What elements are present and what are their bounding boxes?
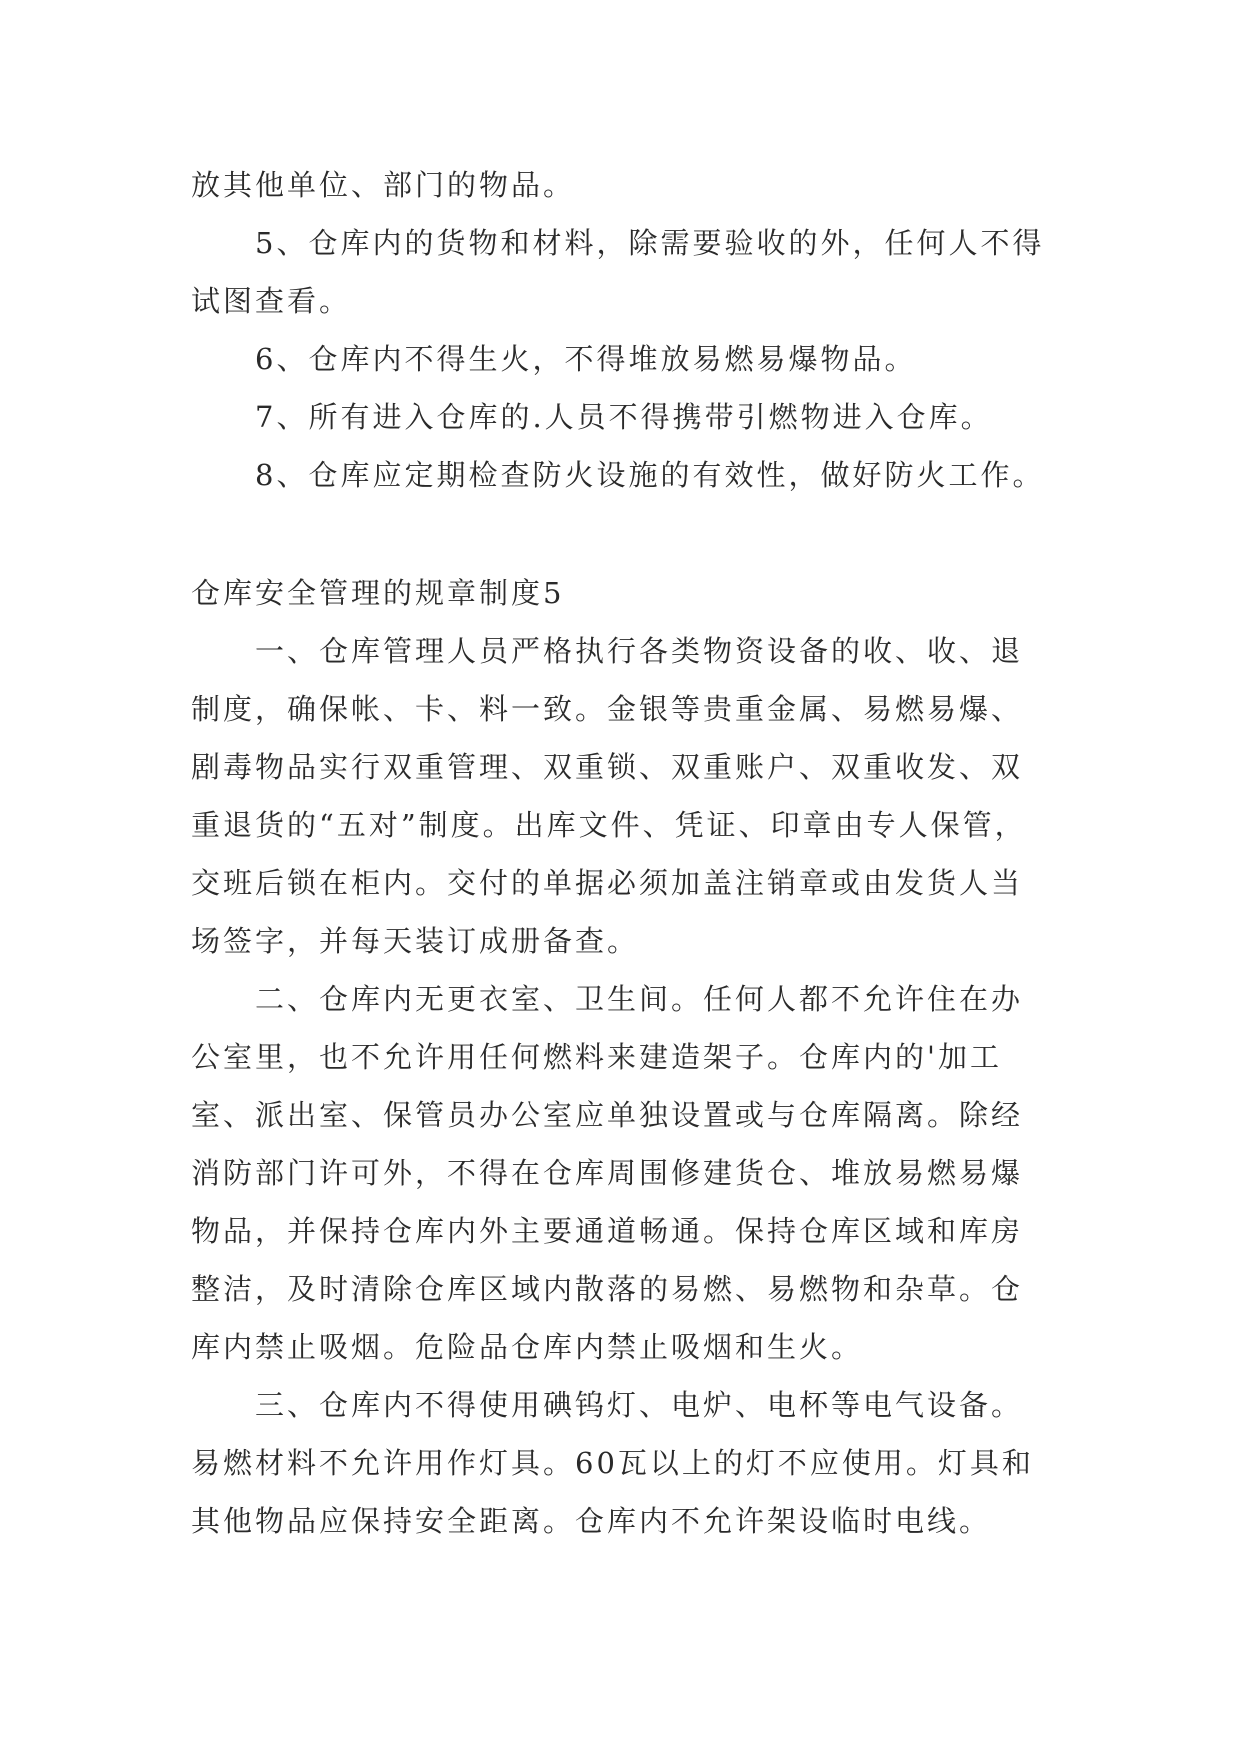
section-title: 仓库安全管理的规章制度5 bbox=[191, 576, 565, 610]
section-paragraph-3: 三、仓库内不得使用碘钨灯、电炉、电杯等电气设备。易燃材料不允许用作灯具。60瓦以上的灯不应使用。灯具和其他物品应保持安全距离。仓库内不允许架设临时电线。 bbox=[191, 1388, 1034, 1538]
section-paragraph-1: 一、仓库管理人员严格执行各类物资设备的收、收、退制度，确保帐、卡、料一致。金银等贵重金属、易燃易爆、剧毒物品实行双重管理、双重锁、双重账户、双重收发、双重退货的“五对”制度。出库文件、凭证、印章由专人保管，交班后锁在柜内。交付的单据必须加盖注销章或由发货人当场签字，并每天装订成册备查。 bbox=[191, 634, 1027, 958]
rule-item-5: 5、仓库内的货物和材料，除需要验收的外，任何人不得试图查看。 bbox=[191, 226, 1045, 318]
section-body bbox=[191, 622, 1053, 1550]
top-section bbox=[191, 156, 1053, 504]
continuation-paragraph: 放其他单位、部门的物品。 bbox=[191, 168, 576, 202]
rule-item-6: 6、仓库内不得生火，不得堆放易燃易爆物品。 bbox=[255, 342, 917, 376]
section-paragraph-2: 二、仓库内无更衣室、卫生间。任何人都不允许住在办公室里，也不允许用任何燃料来建造架子。仓库内的'加工室、派出室、保管员办公室应单独设置或与仓库隔离。除经消防部门许可外，不得在仓库周围修建货仓、堆放易燃易爆物品，并保持仓库内外主要通道畅通。保持仓库区域和库房整洁，及时清除仓库区域内散落的易燃、易燃物和杂草。仓库内禁止吸烟。危险品仓库内禁止吸烟和生火。 bbox=[191, 982, 1024, 1364]
rule-item-7: 7、所有进入仓库的.人员不得携带引燃物进入仓库。 bbox=[255, 400, 993, 434]
rule-item-8: 8、仓库应定期检查防火设施的有效性，做好防火工作。 bbox=[255, 458, 1045, 492]
